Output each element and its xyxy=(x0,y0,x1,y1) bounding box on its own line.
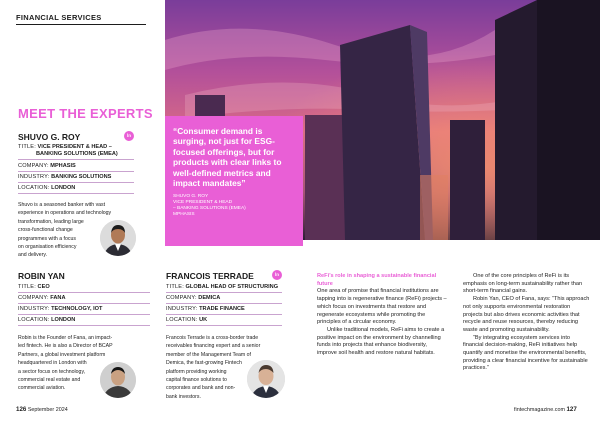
pull-quote xyxy=(165,116,303,246)
linkedin-icon[interactable]: ln xyxy=(272,270,282,280)
expert-title-row: TITLE: GLOBAL HEAD OF STRUCTURING xyxy=(166,284,282,293)
expert-name-shuvo: SHUVO G. ROY xyxy=(18,132,81,142)
avatar xyxy=(100,220,136,256)
meet-the-experts-heading: MEET THE EXPERTS xyxy=(18,106,153,121)
expert-location-row: LOCATION: LONDON xyxy=(18,317,150,326)
expert-title-row: TITLE: CEO xyxy=(18,284,150,293)
pull-quote-text: “Consumer demand is surging, not just for ESG-focused offerings, but for products with clear links to well-defined metrics and impact mandates” xyxy=(173,126,282,189)
expert-name-francois: FRANCOIS TERRADE xyxy=(166,271,254,281)
linkedin-icon[interactable]: ln xyxy=(124,131,134,141)
pull-quote-attribution: SHUVO G. ROY VICE PRESIDENT & HEAD – BANKING SOLUTIONS (EMEA) MPHASIS xyxy=(173,194,246,218)
footer-left: 126 September 2024 xyxy=(16,406,68,413)
article-column-2: One of the core principles of ReFi is its emphasis on long-term sustainability rather than short-term financial gains. Robin Yan, CEO of Fana, says: “This approach not only supports environmental restoration projects but also drives economic activities that recycle and reuse resources, thereby reducing waste and promoting sustainability. “By integrating ecosystem services into financial decision-making, ReFi initiatives help quantify and monetise the environmental benefits, providing a clear financial incentive for sustainable practices.” xyxy=(463,273,590,372)
article-column-1: ReFi’s role in shaping a sustainable financial future One area of promise that financial institutions are tapping into is regenerative finance (ReFi) projects – which focus on investments that restore and regenerate ecosystems while promoting the principles of a circular economy. Unlike traditional models, ReFi aims to create a positive impact on the environment by channelling funds into projects that enhance biodiversity, improve soil health and restore natural habitats. xyxy=(317,273,447,357)
section-label: FINANCIAL SERVICES xyxy=(16,13,102,22)
expert-company-row: COMPANY: MPHASIS xyxy=(18,163,134,172)
avatar xyxy=(100,362,136,398)
expert-bio: Francois Terrade is a cross-border trade receivables financing expert and a senior member of the Management Team of Demica, the fast-growing Fintech platform providing working capital finance solutions to corporates and bank and non- bank investors. xyxy=(166,335,261,400)
expert-company-row: COMPANY: DEMICA xyxy=(166,295,282,304)
expert-company-row: COMPANY: FANA xyxy=(18,295,150,304)
expert-bio: Shuvo is a seasoned banker with vast experience in operations and technology transformation, leading large cross-functional change programmes with a focus on organisation efficiency and delivery. xyxy=(18,202,112,259)
expert-name-robin: ROBIN YAN xyxy=(18,271,65,281)
expert-bio: Robin is the Founder of Fana, an impact- led fintech. He is also a Director of BCAP Partners, a global investment platform headquartered in London with a sector focus on technology, commercial real estate and commercial aviation. xyxy=(18,335,113,392)
article-subheading: ReFi’s role in shaping a sustainable financial future xyxy=(317,273,437,287)
expert-industry-row: INDUSTRY: BANKING SOLUTIONS xyxy=(18,174,134,183)
expert-location-row: LOCATION: LONDON xyxy=(18,185,134,194)
expert-industry-row: INDUSTRY: TECHNOLOGY, IOT xyxy=(18,306,150,315)
footer-right: fintechmagazine.com 127 xyxy=(514,406,577,413)
expert-title-row: TITLE: VICE PRESIDENT & HEAD – BANKING SOLUTIONS (EMEA) xyxy=(18,144,134,160)
expert-location-row: LOCATION: UK xyxy=(166,317,282,326)
expert-industry-row: INDUSTRY: TRADE FINANCE xyxy=(166,306,282,315)
avatar xyxy=(247,360,285,398)
section-divider xyxy=(16,24,146,25)
